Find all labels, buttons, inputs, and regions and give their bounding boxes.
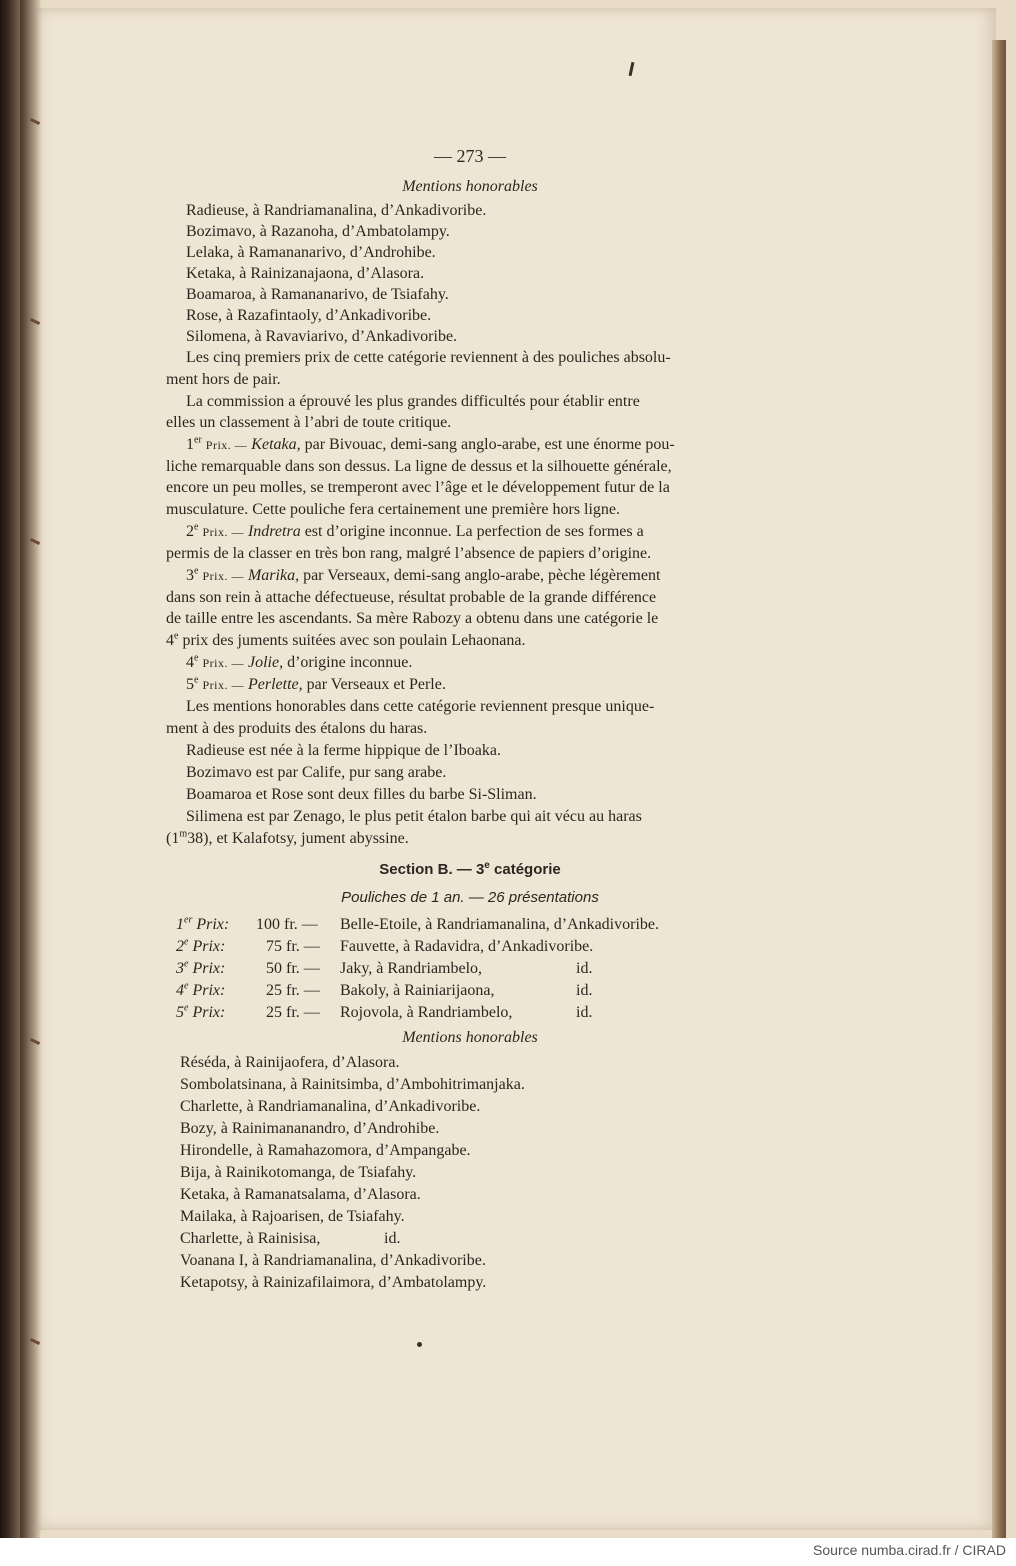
list-item: Sombolatsinana, à Rainitsimba, d’Ambohitrimanjaka. — [180, 1076, 525, 1093]
list-item: Réséda, à Rainijaofera, d’Alasora. — [180, 1054, 400, 1071]
list-item: Ketapotsy, à Rainizafilaimora, d’Ambatolampy. — [180, 1274, 487, 1291]
paragraph-line: Radieuse est née à la ferme hippique de l’Iboaka. — [186, 742, 501, 759]
prize-amount: 25 fr. — — [266, 1004, 320, 1021]
paragraph-line: elles un classement à l’abri de toute critique. — [166, 414, 452, 431]
prize-rank: 2 — [176, 938, 184, 955]
prize-word: Prix. — — [202, 678, 244, 692]
prize-rank: 1 — [176, 916, 184, 933]
horse-name: Indretra — [247, 523, 301, 540]
category-number: 4 — [166, 632, 174, 649]
prize-word: Prix. — — [202, 569, 244, 583]
list-item: Radieuse, à Randriamanalina, d’Ankadivoribe. — [186, 202, 487, 219]
prize-label: Prix: — [192, 982, 226, 999]
prize-entry: Jaky, à Randriambelo, — [340, 960, 483, 977]
paragraph-text: est d’origine inconnue. La perfection de ses formes a — [304, 523, 644, 540]
prize-label: Prix: — [192, 938, 226, 955]
prize-place: id. — [576, 960, 593, 977]
paragraph-line — [166, 631, 525, 651]
list-item: Charlette, à Randriamanalina, d’Ankadivoribe. — [180, 1098, 481, 1115]
paragraph-line: Bozimavo est par Calife, pur sang arabe. — [186, 764, 447, 781]
ink-dot — [417, 1342, 422, 1347]
prize-entry: Bakoly, à Rainiarijaona, — [340, 982, 495, 999]
prize-rank-suffix: er — [184, 914, 193, 926]
list-item: Charlette, à Rainisisa, — [180, 1230, 321, 1247]
prize-amount: 75 fr. — — [266, 938, 320, 955]
prize-rank: 5 — [176, 1004, 184, 1021]
prize-entry: Rojovola, à Randriambelo, — [340, 1004, 513, 1021]
paragraph-line: liche remarquable dans son dessus. La ligne de dessus et la silhouette générale, — [166, 458, 672, 475]
prize-word: Prix. — — [202, 525, 244, 539]
prize-place: id. — [576, 982, 593, 999]
paragraph-line: Les mentions honorables dans cette catégorie reviennent presque unique- — [186, 698, 655, 715]
prize-rank: 3 — [176, 960, 184, 977]
section-b-subtitle: Pouliches de 1 an. — 26 présentations — [341, 889, 599, 906]
prize-suffix: er — [194, 434, 202, 446]
table-row — [176, 915, 229, 935]
paragraph-line: Les cinq premiers prix de cette catégorie reviennent à des pouliches absolu- — [186, 349, 671, 366]
paragraph-line: Silimena est par Zenago, le plus petit étalon barbe qui ait vécu au haras — [186, 808, 642, 825]
page-edge — [992, 40, 1006, 1538]
section-title-text: Section B. — 3 — [379, 861, 485, 878]
prize-paragraph-2 — [186, 522, 644, 542]
prize-paragraph-5 — [186, 675, 446, 695]
source-credit: Source numba.cirad.fr / CIRAD — [813, 1542, 1006, 1558]
prize-rank-suffix: e — [184, 936, 189, 948]
section-heading: Mentions honorables — [402, 178, 538, 195]
height-open: (1 — [166, 830, 180, 847]
paragraph-line: encore un peu molles, se tremperont avec l’âge et le développement futur de la — [166, 479, 670, 496]
paragraph-line: dans son rein à attache défectueuse, résultat probable de la grande différence — [166, 589, 657, 606]
prize-number: 4 — [186, 654, 194, 671]
table-row — [176, 937, 225, 957]
paper-page — [38, 8, 996, 1530]
horse-name: Ketaka, — [251, 436, 301, 453]
prize-suffix: e — [194, 521, 199, 533]
prize-entry: Fauvette, à Radavidra, d’Ankadivoribe. — [340, 938, 594, 955]
prize-place: id. — [576, 1004, 593, 1021]
prize-number: 2 — [186, 523, 194, 540]
table-row — [176, 1003, 225, 1023]
prize-suffix: e — [194, 674, 199, 686]
prize-entry: Belle-Etoile, à Randriamanalina, d’Ankadivoribe. — [340, 916, 659, 933]
prize-amount: 50 fr. — — [266, 960, 320, 977]
paragraph-text: d’origine inconnue. — [287, 654, 413, 671]
horse-name: Jolie, — [247, 654, 284, 671]
prize-rank-suffix: e — [184, 980, 189, 992]
section-title-suffix: e — [484, 860, 490, 871]
paragraph-line: permis de la classer en très bon rang, malgré l’absence de papiers d’origine. — [166, 545, 652, 562]
section-b-title — [0, 860, 940, 880]
paragraph-line: ment hors de pair. — [166, 371, 281, 388]
paragraph-line — [166, 829, 409, 849]
prize-number: 1 — [186, 436, 194, 453]
paragraph-line: La commission a éprouvé les plus grandes difficultés pour établir entre — [186, 393, 640, 410]
prize-number: 3 — [186, 567, 194, 584]
prize-suffix: e — [194, 565, 199, 577]
horse-name: Marika, — [247, 567, 300, 584]
list-item: Ketaka, à Ramanatsalama, d’Alasora. — [180, 1186, 421, 1203]
prize-amount: 100 fr. — — [256, 916, 318, 933]
table-row — [176, 959, 225, 979]
prize-label: Prix: — [192, 960, 226, 977]
paragraph-text: par Verseaux et Perle. — [306, 676, 446, 693]
list-item: Boamaroa, à Ramananarivo, de Tsiafahy. — [186, 286, 449, 303]
prize-paragraph-3 — [186, 566, 660, 586]
list-item-place: id. — [384, 1230, 401, 1247]
prize-label: Prix: — [192, 1004, 226, 1021]
list-item: Hirondelle, à Ramahazomora, d’Ampangabe. — [180, 1142, 471, 1159]
list-item: Lelaka, à Ramananarivo, d’Androhibe. — [186, 244, 436, 261]
paragraph-text: prix des juments suitées avec son poulain Lehaonana. — [182, 632, 526, 649]
prize-paragraph-4 — [186, 653, 412, 673]
prize-amount: 25 fr. — — [266, 982, 320, 999]
paragraph-line: musculature. Cette pouliche fera certainement une première hors ligne. — [166, 501, 621, 518]
prize-suffix: e — [194, 652, 199, 664]
paragraph-line: Boamaroa et Rose sont deux filles du barbe Si-Sliman. — [186, 786, 537, 803]
prize-word: Prix. — — [202, 656, 244, 670]
page-number: — 273 — — [434, 146, 506, 166]
horse-sire: par Bivouac, — [304, 436, 387, 453]
prize-paragraph-1 — [186, 435, 675, 455]
list-item: Bozy, à Rainimananandro, d’Androhibe. — [180, 1120, 440, 1137]
height-unit: m — [179, 828, 188, 840]
prize-rank-suffix: e — [184, 958, 189, 970]
paragraph-text: demi-sang anglo-arabe, est une énorme pou- — [390, 436, 675, 453]
table-row — [176, 981, 225, 1001]
spine-shadow — [20, 0, 42, 1538]
prize-word: Prix. — — [205, 438, 248, 452]
prize-rank: 4 — [176, 982, 184, 999]
section-title-tail: catégorie — [494, 861, 561, 878]
list-item: Rose, à Razafintaoly, d’Ankadivoribe. — [186, 307, 432, 324]
horse-name: Perlette, — [247, 676, 303, 693]
list-item: Ketaka, à Rainizanajaona, d’Alasora. — [186, 265, 425, 282]
list-item: Voanana I, à Randriamanalina, d’Ankadivoribe. — [180, 1252, 486, 1269]
paragraph-text: 38), et Kalafotsy, jument abyssine. — [187, 830, 409, 847]
list-item: Silomena, à Ravaviarivo, d’Ankadivoribe. — [186, 328, 458, 345]
paragraph-text: par Verseaux, demi-sang anglo-arabe, pèche légèrement — [303, 567, 661, 584]
section-heading: Mentions honorables — [402, 1029, 538, 1046]
paragraph-line: ment à des produits des étalons du haras. — [166, 720, 428, 737]
list-item: Bija, à Rainikotomanga, de Tsiafahy. — [180, 1164, 417, 1181]
list-item: Mailaka, à Rajoarisen, de Tsiafahy. — [180, 1208, 405, 1225]
prize-number: 5 — [186, 676, 194, 693]
prize-label: Prix: — [196, 916, 230, 933]
list-item: Bozimavo, à Razanoha, d’Ambatolampy. — [186, 223, 450, 240]
paragraph-line: de taille entre les ascendants. Sa mère Rabozy a obtenu dans une catégorie le — [166, 610, 659, 627]
category-suffix: e — [174, 630, 179, 642]
prize-rank-suffix: e — [184, 1002, 189, 1014]
